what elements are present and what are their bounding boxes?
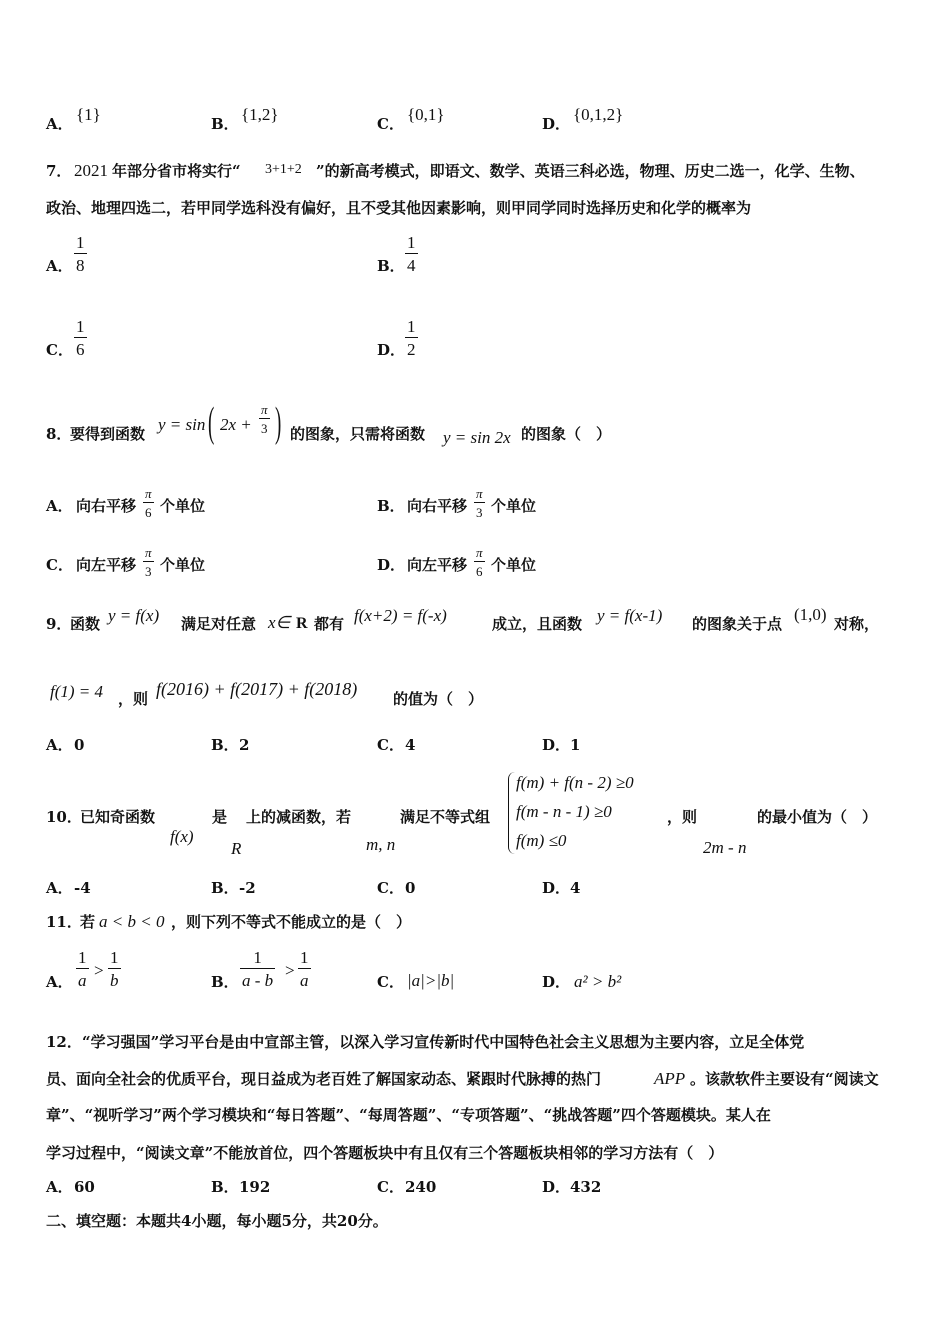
q7-option-b-letter: B．: [377, 257, 405, 275]
q10-math-expr: 2m - n: [703, 838, 747, 857]
q7-model: 3+1+2: [265, 162, 302, 177]
q8-option-a-unit: 个单位: [160, 497, 206, 515]
q11-text-1: 若: [80, 913, 96, 931]
q12-line-2b: 。该款软件主要设有“阅读文: [690, 1070, 879, 1088]
q8-option-a-dir: 向右平移: [76, 497, 137, 515]
q11-option-b-frac-2: $\frac{1}{a}$: [300, 948, 309, 990]
q11-option-b-gt: >: [285, 961, 295, 980]
q10-text-3: 上的减函数，若: [246, 808, 352, 826]
q8-option-c-letter: C．: [46, 556, 73, 574]
q10-text-4: 满足不等式组: [400, 808, 491, 826]
q6-option-a-letter: A．: [46, 115, 73, 133]
q12-option-c-letter: C．: [377, 1178, 404, 1196]
q7-option-d-letter: D．: [377, 341, 406, 359]
q6-option-a-set: {1}: [76, 105, 101, 124]
q9-text-1: 函数: [70, 615, 101, 633]
q9-text-8: 的值为（ ）: [393, 690, 484, 708]
q8-option-b-dir: 向右平移: [407, 497, 468, 515]
q11-option-d-math: a² > b²: [574, 972, 622, 991]
q8-text-c: 的图象（ ）: [521, 425, 612, 443]
q6-option-b-set: {1,2}: [241, 105, 279, 124]
q9-option-c-value: 4: [405, 736, 416, 754]
q9-option-a-value: 0: [74, 736, 85, 754]
q10-option-b-value: -2: [239, 879, 256, 897]
q6-option-d-letter: D．: [542, 115, 571, 133]
q7-year: 2021: [74, 161, 108, 180]
q12-number: 12．: [46, 1033, 82, 1051]
q12-option-a-letter: A．: [46, 1178, 73, 1196]
q8-func2: y = sin 2x: [443, 428, 511, 447]
q7-number: 7．: [46, 162, 72, 180]
q9-option-b-letter: B．: [211, 736, 239, 754]
q10-option-a-value: -4: [74, 879, 91, 897]
q12-option-b-letter: B．: [211, 1178, 239, 1196]
q9-math-2-R: R: [296, 615, 308, 632]
q6-option-c-letter: C．: [377, 115, 404, 133]
q8-option-d-letter: D．: [377, 556, 406, 574]
q7-text-b: ”的新高考模式，即语文、数学、英语三科必选，物理、历史二选一，化学、生物、: [316, 162, 865, 180]
q7-option-c-fraction: $\frac{1}{6}$: [76, 317, 85, 359]
q8-option-b-letter: B．: [377, 497, 405, 515]
q9-text-4: 成立，且函数: [492, 615, 583, 633]
q9-text-2: 满足对任意: [181, 615, 257, 633]
q6-option-d-set: {0,1,2}: [573, 105, 624, 124]
q8-option-b-fraction: $\frac{\pi}{3}$: [476, 486, 483, 520]
q10-option-b-letter: B．: [211, 879, 239, 897]
q8-func1-a: y = sin: [158, 415, 206, 434]
section-2-heading: 二、填空题：本题共4小题，每小题5分，共20分。: [46, 1212, 388, 1230]
q9-option-d-letter: D．: [542, 736, 571, 754]
q11-option-c-math: |a|>|b|: [407, 971, 455, 990]
q8-option-d-dir: 向左平移: [407, 556, 468, 574]
q10-option-c-value: 0: [405, 879, 416, 897]
q8-option-c-unit: 个单位: [160, 556, 206, 574]
q10-system-line-2: f(m - n - 1) ≥0: [516, 802, 612, 821]
q12-option-d-letter: D．: [542, 1178, 571, 1196]
q8-pi-over-3: $\frac{\pi}{3}$: [261, 402, 268, 436]
q10-option-a-letter: A．: [46, 879, 73, 897]
q10-system-line-3: f(m) ≤0: [516, 831, 567, 850]
q9-math-6: f(1) = 4: [50, 682, 104, 701]
q9-number: 9．: [46, 615, 72, 633]
q9-text-5: 的图象关于点: [692, 615, 783, 633]
q12-option-c-value: 240: [405, 1178, 437, 1196]
q8-text-b: 的图象，只需将函数: [290, 425, 426, 443]
q11-text-2: ，则下列不等式不能成立的是（ ）: [171, 913, 412, 931]
q11-option-d-letter: D．: [542, 973, 571, 991]
q10-option-d-value: 4: [570, 879, 581, 897]
q11-option-a-frac-1: $\frac{1}{a}$: [78, 948, 87, 990]
q12-line-4: 学习过程中，“阅读文章”不能放首位，四个答题板块中有且仅有三个答题板块相邻的学习方法有（ ）: [46, 1144, 724, 1162]
q10-text-5: ，则: [667, 808, 698, 826]
q9-text-6: 对称，: [834, 615, 880, 633]
q12-option-d-value: 432: [570, 1178, 602, 1196]
q10-option-d-letter: D．: [542, 879, 571, 897]
q9-math-2: x∈: [268, 613, 291, 632]
q9-math-3: f(x+2) = f(-x): [354, 606, 447, 625]
q12-line-1: “学习强国”学习平台是由中宣部主管，以深入学习宣传新时代中国特色社会主义思想为主要内容，立足全体党: [82, 1033, 805, 1051]
q12-line-2a: 员、面向全社会的优质平台，现日益成为老百姓了解国家动态、紧跟时代脉搏的热门: [46, 1070, 602, 1088]
q8-paren-right: ): [275, 400, 282, 446]
q10-math-mn: m, n: [366, 835, 396, 854]
q8-func1-b: 2x +: [220, 415, 252, 434]
q7-option-b-fraction: $\frac{1}{4}$: [407, 233, 416, 275]
q11-math-1: a < b < 0: [99, 912, 165, 931]
q11-option-a-letter: A．: [46, 973, 73, 991]
q8-option-a-fraction: $\frac{\pi}{6}$: [145, 486, 152, 520]
q6-option-c-set: {0,1}: [407, 105, 445, 124]
q8-option-a-letter: A．: [46, 497, 73, 515]
q9-option-a-letter: A．: [46, 736, 73, 754]
q8-option-c-dir: 向左平移: [76, 556, 137, 574]
q9-text-7: ，则: [118, 690, 149, 708]
q8-option-d-unit: 个单位: [491, 556, 537, 574]
q8-paren-left: (: [208, 400, 215, 446]
q8-number: 8．: [46, 425, 72, 443]
q10-system-brace: [508, 772, 515, 854]
q11-option-b-letter: B．: [211, 973, 239, 991]
q8-option-c-fraction: $\frac{\pi}{3}$: [145, 545, 152, 579]
q11-option-a-frac-2: $\frac{1}{b}$: [110, 948, 119, 990]
q10-math-fx: f(x): [170, 827, 194, 846]
q12-option-b-value: 192: [239, 1178, 271, 1196]
q7-option-d-fraction: $\frac{1}{2}$: [407, 317, 416, 359]
q10-text-1: 已知奇函数: [80, 808, 156, 826]
q8-option-b-unit: 个单位: [491, 497, 537, 515]
q8-text-a: 要得到函数: [70, 425, 146, 443]
q12-line-3: 章”、“视听学习”两个学习模块和“每日答题”、“每周答题”、“专项答题”、“挑战答题”四个答题模块。某人在: [46, 1106, 771, 1124]
q9-option-c-letter: C．: [377, 736, 404, 754]
q11-option-b-frac-1: $\frac{1}{a - b}$: [242, 948, 274, 990]
q9-math-5: (1,0): [794, 605, 827, 624]
q11-option-a-gt: >: [94, 961, 104, 980]
q10-math-R: R: [231, 839, 242, 858]
q12-app: APP: [654, 1069, 686, 1088]
q10-option-c-letter: C．: [377, 879, 404, 897]
q6-option-b-letter: B．: [211, 115, 239, 133]
q7-text-line2: 政治、地理四选二，若甲同学选科没有偏好，且不受其他因素影响，则甲同学同时选择历史和化学的概率为: [46, 199, 752, 217]
q10-text-6: 的最小值为（ ）: [757, 808, 878, 826]
q11-number: 11．: [46, 913, 82, 931]
q11-option-c-letter: C．: [377, 973, 404, 991]
q9-text-3: 都有: [314, 615, 345, 633]
q9-math-7: f(2016) + f(2017) + f(2018): [156, 679, 358, 699]
q9-math-4: y = f(x-1): [597, 606, 663, 625]
q7-text-a: 年部分省市将实行“: [112, 162, 241, 180]
q8-option-d-fraction: $\frac{\pi}{6}$: [476, 545, 483, 579]
q9-math-1: y = f(x): [108, 606, 160, 625]
q10-text-2: 是: [212, 808, 228, 826]
q12-option-a-value: 60: [74, 1178, 95, 1196]
q10-system-line-1: f(m) + f(n - 2) ≥0: [516, 773, 634, 792]
q7-option-c-letter: C．: [46, 341, 73, 359]
q9-option-d-value: 1: [570, 736, 581, 754]
q7-option-a-letter: A．: [46, 257, 73, 275]
q9-option-b-value: 2: [239, 736, 250, 754]
q10-number: 10．: [46, 808, 82, 826]
q7-option-a-fraction: $\frac{1}{8}$: [76, 233, 85, 275]
